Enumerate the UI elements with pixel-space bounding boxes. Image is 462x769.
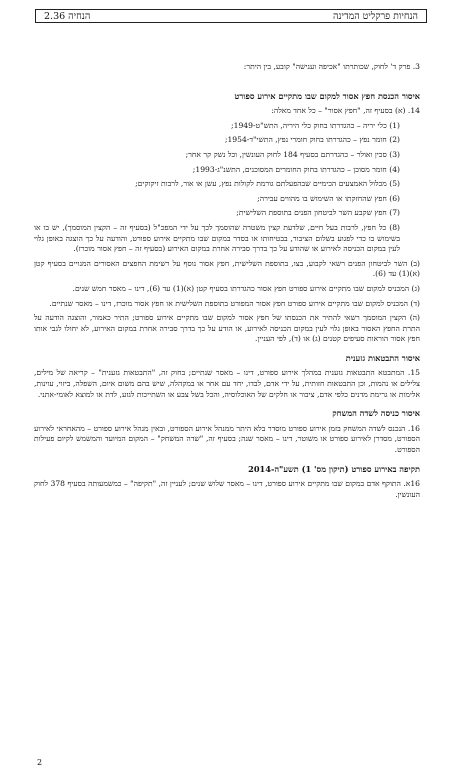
paragraph-item: (6) חפץ שהחזקתו או השימוש בו מהווים עבירה; [257, 193, 400, 203]
paragraph-item: (4) חומר מסוכן – כהגדרתו בחוק החומרים המסוכנים, התשנ"ג-1993; [192, 164, 400, 174]
paragraph-item: (ג) המכניס למקום שבו מתקיים אירוע ספורט חפץ אסור כהגדרתו בסעיף קטן (א)(1) עד (6), דינו – מאסר חמש שנים. [72, 283, 420, 293]
header-directive-number: הנחיה 2.36 [44, 11, 91, 22]
section-field-entry [34, 408, 420, 455]
section-heading: תקיפה באירוע ספורט (תיקון מס' 1) תשע"ה-2014 [248, 463, 420, 474]
section-assault [34, 464, 420, 501]
page-header [35, 9, 427, 23]
paragraph-item: (7) חפץ שקבע השר לביטחון הפנים בתוספת השלישית; [236, 208, 400, 218]
paragraph-item: (5) מכלול האמצעים הכימיים שבהפעלתם גורמת לקולות נפץ, עשן או אור, לרבות זיקוקים; [135, 179, 400, 189]
document-content [34, 62, 420, 504]
paragraph-item: 15. המתבטא התבטאות גזענית במהלך אירוע ספורט, דינו – מאסר שנתיים; בחוק זה, "התבטאות גזענית" – קריאה של מילים, צלילים או נהמות, וכן התבטאות חזותית, על ידי אדם, לבדו, יחד עם אחר או במקהלה, שיש בהם משום איום, השפלה, ביזוי, עוינות, אלימות או גרימת מדנים כלפי אדם, ציבור או חלקים של האוכלוסיה, והכל בשל צבע או השתייכות לגזע, לדת או למוצא לאומי-אתני. [34, 368, 420, 399]
paragraph-item: (2) חומר נפץ – כהגדרתו בחוק חומרי נפץ, התשי"ד-1954; [224, 135, 400, 145]
section-heading: איסור התבטאות גזענית [345, 352, 420, 363]
intro-paragraph: 3. פרק ד' לחוק, שכותרתו "אכיפה וענישה" קובע, בין היתר: [243, 62, 420, 71]
section-heading: איסור הכנסת חפץ אסור למקום שבו מתקיים אירוע ספורט [234, 90, 420, 101]
header-title: הנחיות פרקליט המדינה [332, 11, 418, 22]
paragraph-item: (1) כלי יריה – כהגדרתו בחוק כלי היריה, התש"ט-1949; [231, 120, 400, 130]
paragraph-item: (ה) הקצין המוסמך רשאי להתיר את הכנסתו של חפץ אסור למקום שבו מתקיים אירוע ספורט; התיר כאמור, והוצגה הודעה על התרת החפץ האסור באופן גלוי לעין במקום הכניסה לאירוע, או הודע על כך בדרך סבירה אחרת במקום האירוע, לא יחולו לגבי אותו חפץ אסור הוראות סעיפים קטנים (ג) או (ד), לפי העניין. [34, 313, 420, 344]
page-number: 2 [37, 758, 43, 767]
section-hazardous-items [34, 91, 420, 345]
paragraph-item: 14. (א) בסעיף זה, "חפץ אסור" – כל אחד מאלה: [271, 106, 420, 116]
paragraph-item: (ד) המכניס למקום שבו מתקיים אירוע ספורט חפץ אסור המפורט בתוספת השלישית או חפץ אסור מוכרז, דינו – מאסר שנתיים. [49, 298, 420, 308]
section-racist-expression [34, 353, 420, 400]
paragraph-item: 16א. התוקף אדם במקום שבו מתקיים אירוע ספורט, דינו – מאסר שלוש שנים; לעניין זה, "תקיפה" – כמשמעותה בסעיף 378 לחוק העונשין. [34, 479, 421, 499]
paragraph-item: (8) כל חפץ, לרבות בעל חיים, שלדעת קצין משטרה שהוסמך לכך על ידי המפכ"ל (בסעיף זה – הקצין המוסמך), יש בו או בשימוש בו כדי לפגוע בשלום הציבור, בבטיחותו או בסדר במקום שבו מתקיים אירוע ספורט, והודעה על כך הוצגה באופן גלוי לעין במקום הכניסה לאירוע או שהודע על כך בדרך סבירה אחרת במקום האירוע (בסעיף זה – חפץ אסור מוכרז). [34, 222, 400, 254]
paragraph-item: 16. הנכנס לשדה המשחק בזמן אירוע ספורט מוסדר בלא היתר ממנהל אירוע הספורט, ובאין מנהל אירוע ספורט – מהאחראי לאירוע הספורט, מסדרן לאירוע ספורט או משוטר, דינו – מאסר שנה; בסעיף זה, "שדה המשחק" – המקום המיועד והמשמש לקיום פעילות הספורט. [34, 423, 420, 455]
paragraph-item: (3) סכין ואולר – כהגדרתם בסעיף 184 לחוק העונשין, וכל נשק קר אחר; [185, 149, 400, 159]
paragraph-item: (ב) השר לביטחון הפנים רשאי לקבוע, בצו, בתוספת השלישית, חפץ אסור נוסף על רשימת החפצים האסורים המנויים בסעיף קטן (א)(1) עד (6). [34, 258, 420, 279]
section-heading: איסור כניסה לשדה המשחק [332, 408, 420, 419]
